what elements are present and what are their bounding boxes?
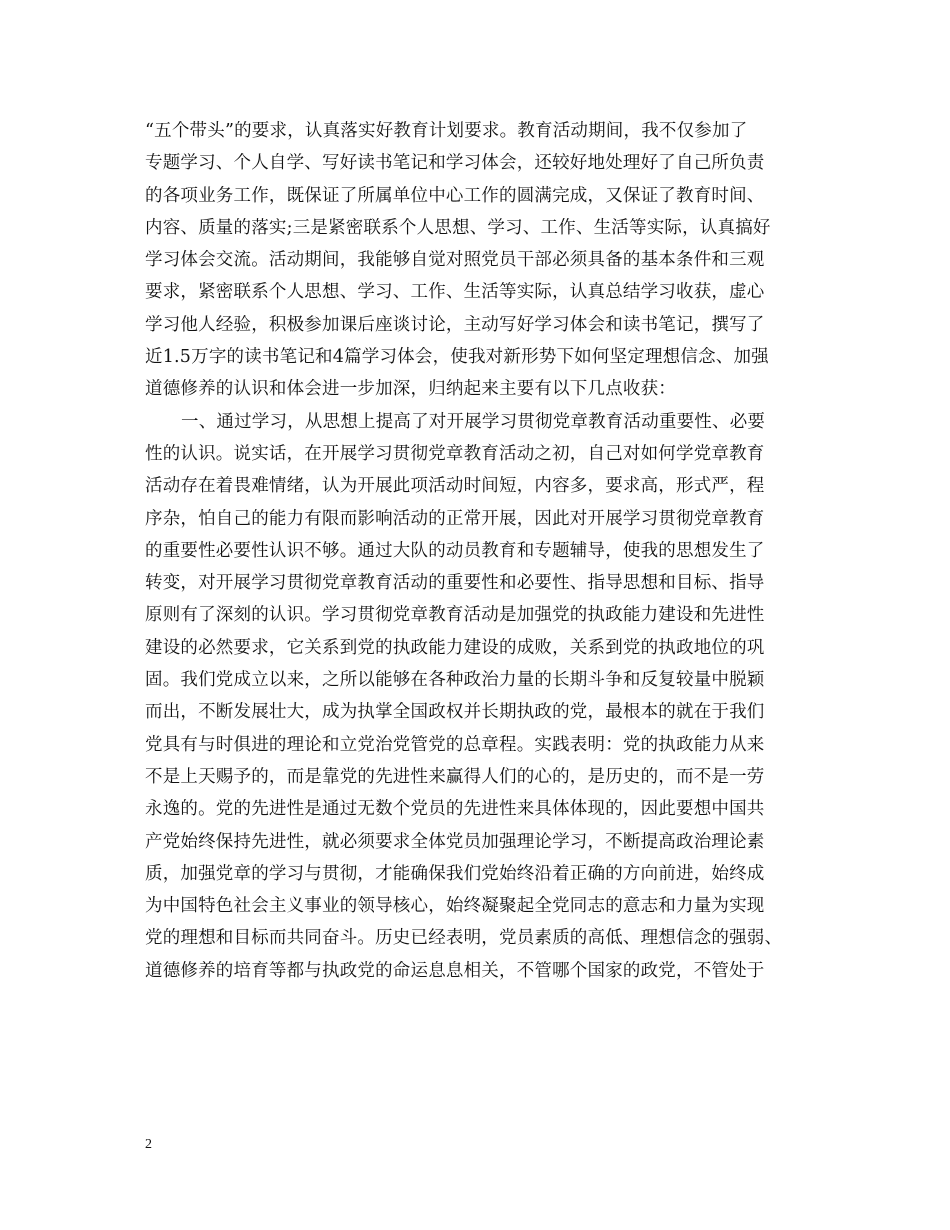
text-line: 原则有了深刻的认识。学习贯彻党章教育活动是加强党的执政能力建设和先进性 xyxy=(145,605,765,626)
text-line: 学习体会交流。活动期间，我能够自觉对照党员干部必须具备的基本条件和三观 xyxy=(145,250,765,271)
text-line: 学习他人经验，积极参加课后座谈讨论，主动写好学习体会和读书笔记，撰写了 xyxy=(145,314,765,335)
body-text xyxy=(145,115,825,987)
text-line: 内容、质量的落实;三是紧密联系个人思想、学习、工作、生活等实际，认真搞好 xyxy=(145,217,771,238)
text-line: 要求，紧密联系个人思想、学习、工作、生活等实际，认真总结学习收获，虚心 xyxy=(145,282,765,303)
text-line: 固。我们党成立以来，之所以能够在各种政治力量的长期斗争和反复较量中脱颖 xyxy=(145,670,765,691)
text-line: 性的认识。说实话，在开展学习贯彻党章教育活动之初，自己对如何学党章教育 xyxy=(145,443,765,464)
text-line: 建设的必然要求，它关系到党的执政能力建设的成败，关系到党的执政地位的巩 xyxy=(145,637,765,658)
text-line: 活动存在着畏难情绪，认为开展此项活动时间短，内容多，要求高，形式严，程 xyxy=(145,476,765,497)
text-line: 近1.5万字的读书笔记和4篇学习体会，使我对新形势下如何坚定理想信念、加强 xyxy=(145,347,769,368)
text-line: 不是上天赐予的，而是靠党的先进性来赢得人们的心的，是历史的，而不是一劳 xyxy=(145,766,765,787)
text-line: 专题学习、个人自学、写好读书笔记和学习体会，还较好地处理好了自己所负责 xyxy=(145,153,765,174)
page-number: 2 xyxy=(145,1137,152,1152)
text-line: 道德修养的认识和体会进一步加深，归纳起来主要有以下几点收获： xyxy=(145,379,676,400)
text-line: 的各项业务工作，既保证了所属单位中心工作的圆满完成，又保证了教育时间、 xyxy=(145,185,765,206)
text-line: “五个带头”的要求，认真落实好教育计划要求。教育活动期间，我不仅参加了 xyxy=(145,121,748,141)
text-line: 的重要性必要性认识不够。通过大队的动员教育和专题辅导，使我的思想发生了 xyxy=(145,540,765,561)
text-line: 为中国特色社会主义事业的领导核心，始终凝聚起全党同志的意志和力量为实现 xyxy=(145,896,765,917)
text-line: 序杂，怕自己的能力有限而影响活动的正常开展，因此对开展学习贯彻党章教育 xyxy=(145,508,765,529)
text-line: 质，加强党章的学习与贯彻，才能确保我们党始终沿着正确的方向前进，始终成 xyxy=(145,863,765,884)
text-line: 永逸的。党的先进性是通过无数个党员的先进性来具体体现的，因此要想中国共 xyxy=(145,799,765,820)
text-line: 而出，不断发展壮大，成为执掌全国政权并长期执政的党，最根本的就在于我们 xyxy=(145,702,765,723)
text-line: 党具有与时俱进的理论和立党治党管党的总章程。实践表明：党的执政能力从来 xyxy=(145,734,765,755)
text-line: 党的理想和目标而共同奋斗。历史已经表明，党员素质的高低、理想信念的强弱、 xyxy=(145,928,783,949)
paragraph-start-line: 一、通过学习，从思想上提高了对开展学习贯彻党章教育活动重要性、必要 xyxy=(181,411,766,432)
text-line: 道德修养的培育等都与执政党的命运息息相关，不管哪个国家的政党，不管处于 xyxy=(145,960,765,981)
text-line: 转变，对开展学习贯彻党章教育活动的重要性和必要性、指导思想和目标、指导 xyxy=(145,573,765,594)
text-line: 产党始终保持先进性，就必须要求全体党员加强理论学习，不断提高政治理论素 xyxy=(145,831,765,852)
